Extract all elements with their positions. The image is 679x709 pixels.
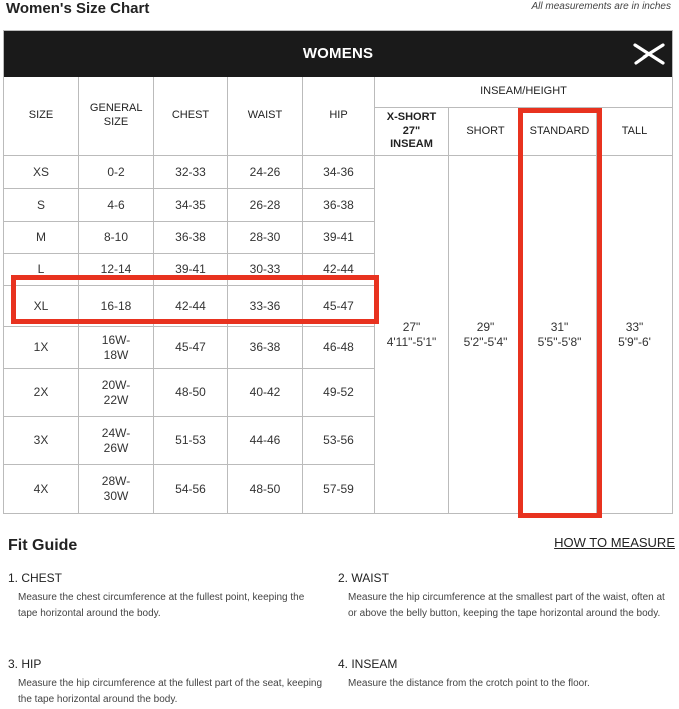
guide-inseam bbox=[338, 657, 668, 692]
fit-guide-title: Fit Guide bbox=[8, 537, 78, 554]
cell-general: 8-10 bbox=[79, 222, 154, 254]
guide-title: 3. HIP bbox=[8, 657, 42, 671]
cell-hip: 39-41 bbox=[303, 222, 375, 254]
cell-general: 4-6 bbox=[79, 189, 154, 222]
cell-general: 0-2 bbox=[79, 156, 154, 189]
cell-waist: 33-36 bbox=[228, 286, 303, 327]
size-chart bbox=[3, 30, 673, 514]
cell-waist: 26-28 bbox=[228, 189, 303, 222]
cell-size: S bbox=[4, 189, 79, 222]
cell-hip: 45-47 bbox=[303, 286, 375, 327]
guide-title: 4. INSEAM bbox=[338, 657, 398, 671]
cell-hip: 46-48 bbox=[303, 327, 375, 369]
col-header-xshort: X-SHORT 27" INSEAM bbox=[375, 108, 449, 156]
col-header-tall: TALL bbox=[597, 108, 672, 156]
cell-hip: 57-59 bbox=[303, 465, 375, 513]
cell-chest: 39-41 bbox=[154, 254, 228, 286]
guide-text: Measure the hip circumference at the smallest part of the waist, often at or above the belly button, keeping the tape horizontal around the body. bbox=[348, 592, 665, 619]
cell-waist: 36-38 bbox=[228, 327, 303, 369]
col-header-short: SHORT bbox=[449, 108, 523, 156]
guide-text: Measure the chest circumference at the fullest point, keeping the tape horizontal around the body. bbox=[18, 592, 305, 619]
how-to-measure-link[interactable]: HOW TO MEASURE bbox=[554, 535, 675, 550]
cell-chest: 45-47 bbox=[154, 327, 228, 369]
cell-chest: 36-38 bbox=[154, 222, 228, 254]
cell-chest: 48-50 bbox=[154, 369, 228, 417]
inseam-standard bbox=[523, 156, 597, 513]
cell-general: 20W-22W bbox=[79, 369, 154, 417]
chart-header-title: WOMENS bbox=[302, 45, 374, 62]
col-header-general-size: GENERAL SIZE bbox=[79, 77, 154, 156]
cell-waist: 44-46 bbox=[228, 417, 303, 465]
cell-general: 16-18 bbox=[79, 286, 154, 327]
cell-chest: 42-44 bbox=[154, 286, 228, 327]
col-header-chest: CHEST bbox=[154, 77, 228, 156]
guide-text: Measure the hip circumference at the fullest part of the seat, keeping the tape horizontal around the body. bbox=[18, 678, 323, 705]
inseam-value: 33" bbox=[625, 319, 644, 334]
height-range: 4'11"-5'1" bbox=[386, 334, 437, 349]
cell-size: XL bbox=[4, 286, 79, 327]
inseam-short bbox=[449, 156, 523, 513]
chart-header bbox=[4, 31, 672, 77]
col-header-waist: WAIST bbox=[228, 77, 303, 156]
brand-logo-icon bbox=[632, 39, 666, 69]
cell-general: 16W-18W bbox=[79, 327, 154, 369]
cell-waist: 30-33 bbox=[228, 254, 303, 286]
height-range: 5'5"-5'8" bbox=[537, 334, 582, 349]
guide-text: Measure the distance from the crotch point to the floor. bbox=[348, 678, 590, 689]
inseam-value: 29" bbox=[476, 319, 495, 334]
cell-chest: 54-56 bbox=[154, 465, 228, 513]
col-header-inseam-height: INSEAM/HEIGHT bbox=[375, 77, 672, 108]
cell-size: 2X bbox=[4, 369, 79, 417]
guide-hip bbox=[8, 657, 326, 708]
guide-waist bbox=[338, 571, 668, 622]
cell-hip: 36-38 bbox=[303, 189, 375, 222]
size-table bbox=[4, 77, 672, 513]
cell-size: 3X bbox=[4, 417, 79, 465]
measurement-note: All measurements are in inches bbox=[531, 1, 671, 12]
cell-hip: 49-52 bbox=[303, 369, 375, 417]
col-header-hip: HIP bbox=[303, 77, 375, 156]
cell-size: XS bbox=[4, 156, 79, 189]
inseam-value: 31" bbox=[550, 319, 569, 334]
cell-size: M bbox=[4, 222, 79, 254]
cell-general: 28W-30W bbox=[79, 465, 154, 513]
cell-chest: 34-35 bbox=[154, 189, 228, 222]
col-header-size: SIZE bbox=[4, 77, 79, 156]
cell-size: 1X bbox=[4, 327, 79, 369]
cell-waist: 48-50 bbox=[228, 465, 303, 513]
inseam-tall bbox=[597, 156, 672, 513]
cell-chest: 32-33 bbox=[154, 156, 228, 189]
guide-title: 2. WAIST bbox=[338, 571, 389, 585]
cell-size: 4X bbox=[4, 465, 79, 513]
inseam-xshort bbox=[375, 156, 449, 513]
cell-waist: 40-42 bbox=[228, 369, 303, 417]
page-title: Women's Size Chart bbox=[6, 0, 150, 17]
cell-size: L bbox=[4, 254, 79, 286]
height-range: 5'2"-5'4" bbox=[463, 334, 508, 349]
cell-waist: 24-26 bbox=[228, 156, 303, 189]
cell-general: 12-14 bbox=[79, 254, 154, 286]
cell-hip: 34-36 bbox=[303, 156, 375, 189]
guide-chest bbox=[8, 571, 326, 622]
cell-general: 24W-26W bbox=[79, 417, 154, 465]
height-range: 5'9"-6' bbox=[618, 334, 651, 349]
cell-waist: 28-30 bbox=[228, 222, 303, 254]
inseam-value: 27" bbox=[402, 319, 421, 334]
cell-chest: 51-53 bbox=[154, 417, 228, 465]
cell-hip: 42-44 bbox=[303, 254, 375, 286]
col-header-standard: STANDARD bbox=[523, 108, 597, 156]
guide-title: 1. CHEST bbox=[8, 571, 63, 585]
cell-hip: 53-56 bbox=[303, 417, 375, 465]
